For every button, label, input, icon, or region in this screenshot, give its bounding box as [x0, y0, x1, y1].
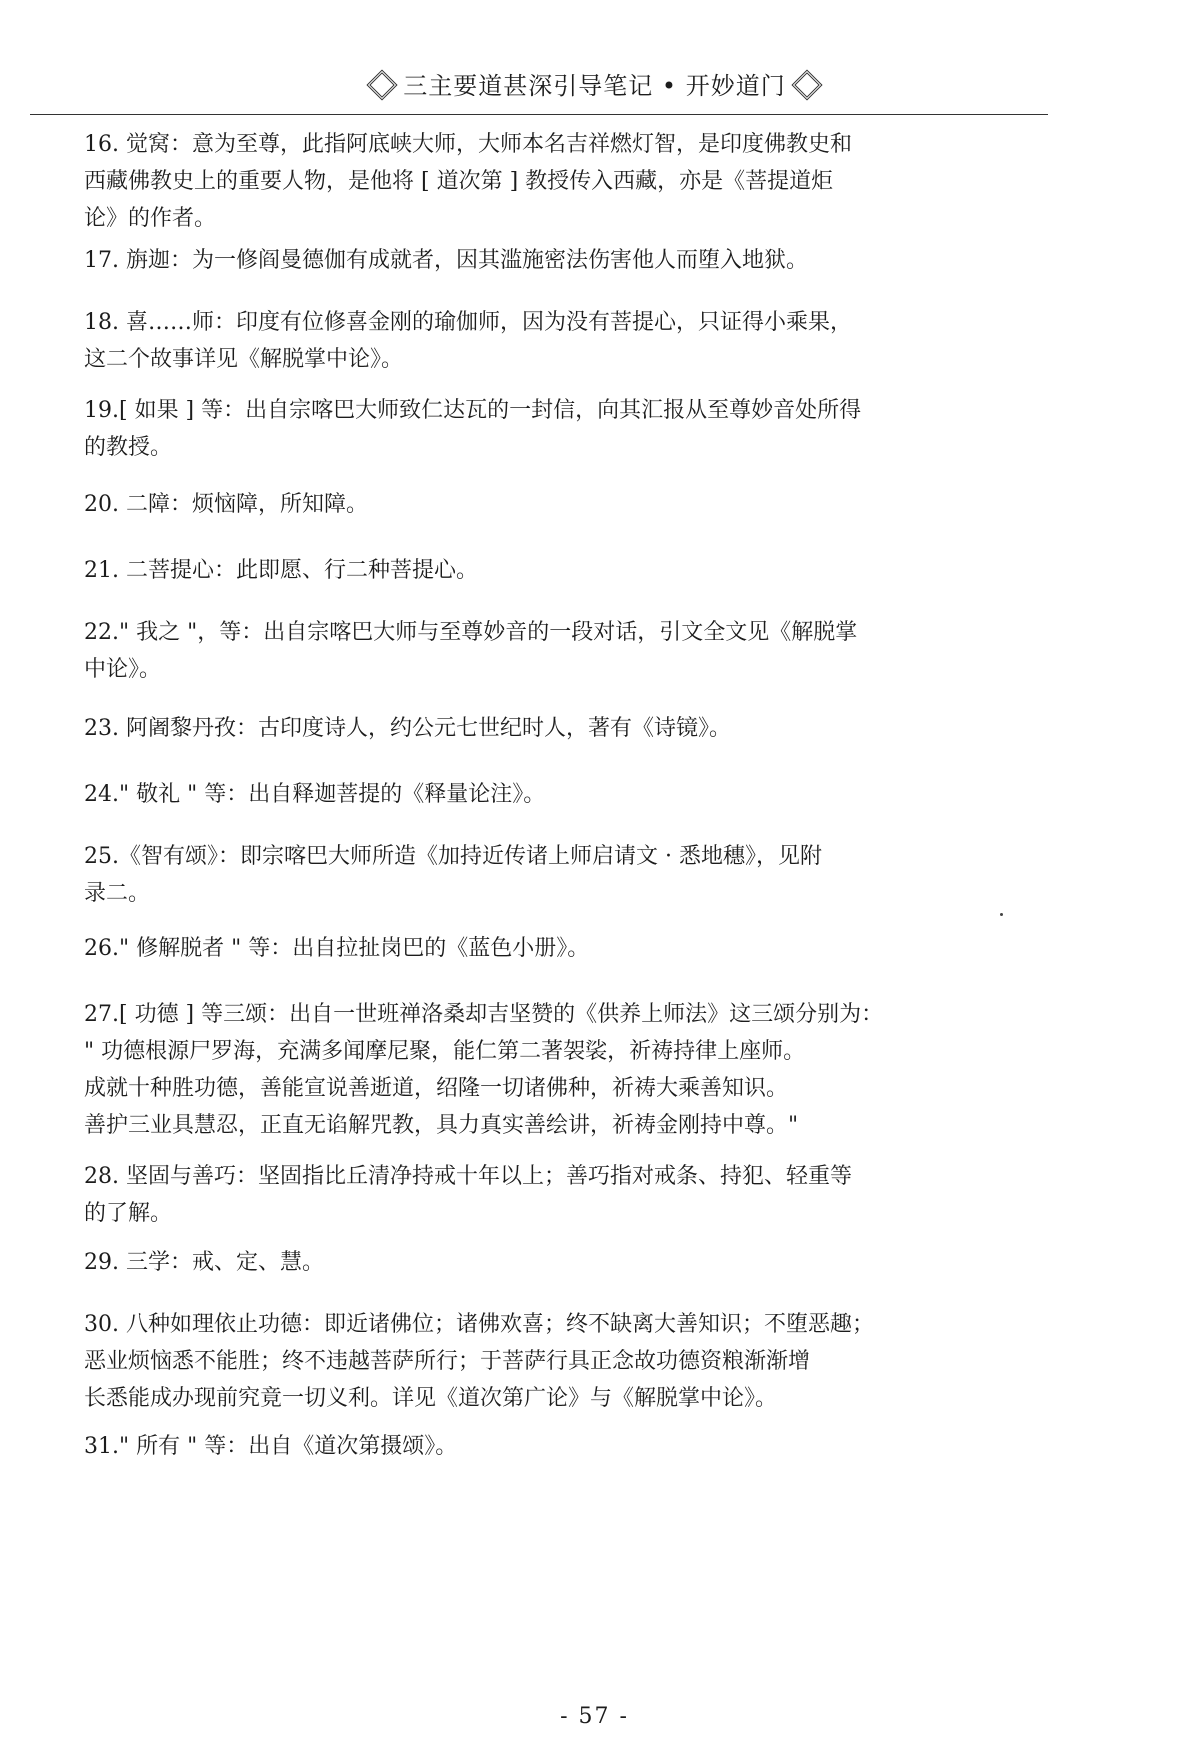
note-item: [84, 1306, 874, 1417]
running-header: [0, 66, 1189, 101]
note-line: 29. 三学：戒、定、慧。: [84, 1250, 324, 1275]
note-line: 18. 喜……师：印度有位修喜金刚的瑜伽师，因为没有菩提心，只证得小乘果，: [84, 310, 852, 335]
note-line: 20. 二障：烦恼障，所知障。: [84, 492, 368, 517]
note-line: 27.[ 功德 ] 等三颂：出自一世班禅洛桑却吉坚赞的《供养上师法》这三颂分别为：: [84, 1002, 884, 1027]
note-line: 30. 八种如理依止功德：即近诸佛位；诸佛欢喜；终不缺离大善知识；不堕恶趣；: [84, 1312, 874, 1337]
note-line: 这二个故事详见《解脱掌中论》。: [84, 347, 404, 372]
note-item: [84, 930, 589, 967]
note-line: 21. 二菩提心：此即愿、行二种菩提心。: [84, 558, 478, 583]
note-item: [84, 552, 478, 589]
note-line: 31." 所有 " 等：出自《道次第摄颂》。: [84, 1434, 458, 1459]
note-line: 成就十种胜功德，善能宣说善逝道，绍隆一切诸佛种，祈祷大乘善知识。: [84, 1076, 789, 1101]
note-item: [84, 486, 368, 523]
note-item: [84, 304, 852, 378]
note-line: 24." 敬礼 " 等：出自释迦菩提的《释量论注》。: [84, 782, 546, 807]
note-item: [84, 1158, 852, 1232]
endless-knot-ornament-icon: [367, 69, 398, 100]
note-item: [84, 614, 857, 688]
note-item: [84, 776, 545, 813]
note-line: " 功德根源尸罗海，充满多闻摩尼聚，能仁第二著袈裟，祈祷持律上座师。: [84, 1039, 806, 1064]
note-line: 西藏佛教史上的重要人物，是他将 [ 道次第 ] 教授传入西藏，亦是《菩提道炬: [84, 169, 834, 194]
note-item: [84, 838, 822, 912]
note-line: 26." 修解脱者 " 等：出自拉扯岗巴的《蓝色小册》。: [84, 936, 590, 961]
note-line: 长悉能成办现前究竟一切义利。详见《道次第广论》与《解脱掌中论》。: [84, 1386, 778, 1411]
note-item: [84, 710, 731, 747]
header-title: 三主要道甚深引导笔记 • 开妙道门: [403, 72, 786, 100]
note-line: 录二。: [84, 881, 151, 906]
note-line: 25.《智有颂》：即宗喀巴大师所造《加持近传诸上师启请文 · 悉地穗》，见附: [84, 844, 822, 869]
note-line: 16. 觉窝：意为至尊，此指阿底峡大师，大师本名吉祥燃灯智，是印度佛教史和: [84, 132, 852, 157]
note-item: [84, 996, 883, 1144]
note-item: [84, 392, 861, 466]
note-line: 中论》。: [84, 657, 162, 682]
note-line: 恶业烦恼悉不能胜；终不违越菩萨所行；于菩萨行具正念故功德资粮渐渐增: [84, 1349, 811, 1374]
note-item: [84, 1244, 324, 1281]
note-line: 的了解。: [84, 1201, 173, 1226]
note-line: 22." 我之 "，等：出自宗喀巴大师与至尊妙音的一段对话，引文全文见《解脱掌: [84, 620, 858, 645]
note-line: 28. 坚固与善巧：坚固指比丘清净持戒十年以上；善巧指对戒条、持犯、轻重等: [84, 1164, 852, 1189]
note-line: 17. 旃迦：为一修阎曼德伽有成就者，因其滥施密法伤害他人而堕入地狱。: [84, 248, 808, 273]
note-item: [84, 242, 808, 279]
note-item: [84, 126, 852, 237]
note-line: 的教授。: [84, 435, 173, 460]
header-rule: [30, 114, 1048, 115]
note-line: 论》的作者。: [84, 206, 217, 231]
note-line: 善护三业具慧忍，正直无谄解咒教，具力真实善绘讲，祈祷金刚持中尊。": [84, 1113, 799, 1138]
note-line: 19.[ 如果 ] 等：出自宗喀巴大师致仁达瓦的一封信，向其汇报从至尊妙音处所得: [84, 398, 862, 423]
scan-speck: [1000, 913, 1003, 916]
endless-knot-ornament-icon: [791, 69, 822, 100]
page-number: - 57 -: [560, 1704, 629, 1729]
note-line: 23. 阿阇黎丹孜：古印度诗人，约公元七世纪时人，著有《诗镜》。: [84, 716, 731, 741]
note-item: [84, 1428, 457, 1465]
